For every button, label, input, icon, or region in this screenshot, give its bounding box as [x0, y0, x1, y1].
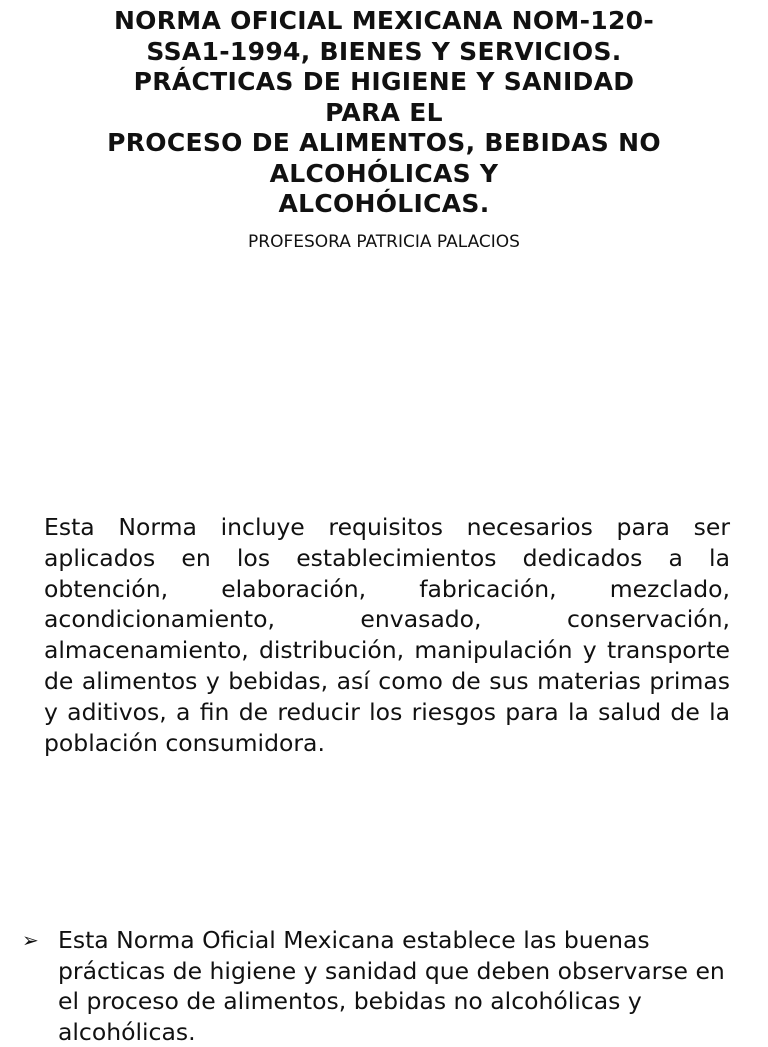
title-line: PROCESO DE ALIMENTOS, BEBIDAS NO: [107, 128, 661, 157]
bullet-list-item: [22, 925, 730, 1047]
title-line: ALCOHÓLICAS.: [278, 189, 490, 218]
author-line: PROFESORA PATRICIA PALACIOS: [248, 232, 520, 252]
arrow-bullet-icon: ➢: [22, 928, 39, 952]
scope-paragraph: Esta Norma incluye requisitos necesarios para ser aplicados en los establecimientos dedicados a la obtención, elaboración, fabricación, mezclado, acondicionamiento, envasado, conservación, almacenamiento, distribución, manipulación y transporte de alimentos y bebidas, así como de sus materias primas y aditivos, a fin de reducir los riesgos para la salud de la población consumidora.: [44, 513, 730, 757]
document-title: [40, 6, 728, 220]
title-line: ALCOHÓLICAS Y: [269, 158, 499, 188]
title-line: NORMA OFICIAL MEXICANA NOM-120-: [113, 6, 655, 35]
title-line: PRÁCTICAS DE HIGIENE Y SANIDAD: [133, 67, 635, 96]
title-line: SSA1-1994, BIENES Y SERVICIOS.: [146, 36, 622, 66]
bullet-text: Esta Norma Oficial Mexicana establece las buenas prácticas de higiene y sanidad que deben observarse en el proceso de alimentos, bebidas no alcohólicas y alcohólicas.: [58, 926, 725, 1046]
title-line: PARA EL: [325, 97, 443, 127]
